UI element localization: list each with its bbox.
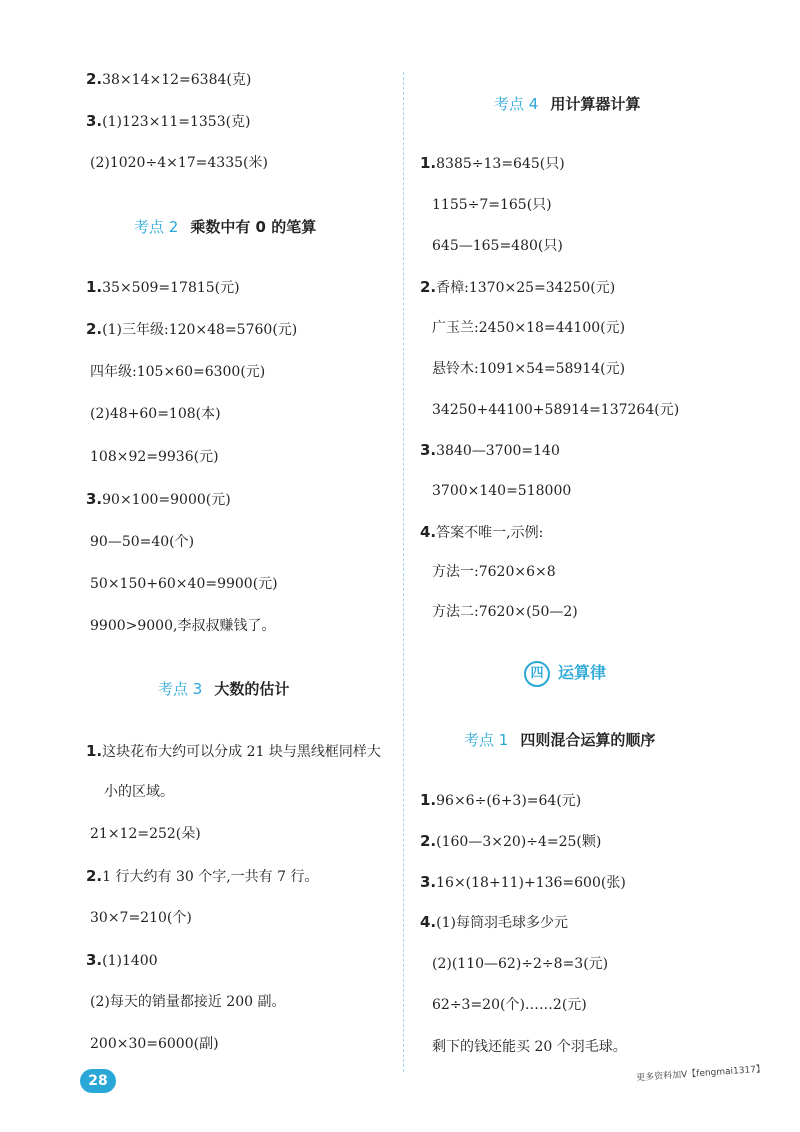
answer-line: 50×150+60×40=9900(元) (90, 576, 278, 592)
section-heading: 考点 3 大数的估计 (158, 680, 290, 698)
answer-line: 1155÷7=165(只) (432, 197, 552, 213)
answer-line: 2.(160—3×20)÷4=25(颗) (420, 832, 602, 850)
unit-heading (524, 660, 606, 688)
page-number: 28 (80, 1069, 116, 1093)
answer-line: 3.(1)1400 (86, 951, 158, 969)
answer-line: 4.答案不唯一,示例: (420, 523, 544, 541)
answer-line: 方法二:7620×(50—2) (432, 604, 578, 620)
answer-line: (2)(110—62)÷2÷8=3(元) (432, 956, 609, 972)
answer-line: 3.(1)123×11=1353(克) (86, 112, 251, 130)
answer-line: 1.96×6÷(6+3)=64(元) (420, 791, 582, 809)
answer-line: 62÷3=20(个)……2(元) (432, 997, 587, 1013)
answer-line: 9900>9000,李叔叔赚钱了。 (90, 618, 276, 634)
column-divider (403, 72, 404, 1072)
watermark: 更多资料加V【fengmai1317】 (635, 1064, 766, 1084)
answer-line: 30×7=210(个) (90, 910, 192, 926)
answer-line: 四年级:105×60=6300(元) (90, 364, 266, 380)
answer-line: 200×30=6000(副) (90, 1036, 219, 1052)
answer-line: 2.38×14×12=6384(克) (86, 70, 252, 88)
answer-line: 广玉兰:2450×18=44100(元) (432, 320, 626, 336)
answer-line: 小的区域。 (104, 784, 174, 800)
unit-badge: 四 (524, 661, 550, 687)
section-heading: 考点 2 乘数中有 0 的笔算 (134, 218, 317, 236)
unit-title: 运算律 (558, 663, 607, 682)
answer-line: 2.1 行大约有 30 个字,一共有 7 行。 (86, 867, 319, 885)
answer-line: 645—165=480(只) (432, 238, 563, 254)
answer-line: 3.3840—3700=140 (420, 441, 560, 459)
answer-line: 4.(1)每筒羽毛球多少元 (420, 913, 568, 931)
answer-line: 悬铃木:1091×54=58914(元) (432, 361, 626, 377)
answer-line: 2.(1)三年级:120×48=5760(元) (86, 320, 298, 338)
answer-line: (2)48+60=108(本) (90, 406, 221, 422)
answer-line: 1.8385÷13=645(只) (420, 154, 565, 172)
answer-line: 34250+44100+58914=137264(元) (432, 402, 680, 418)
section-heading: 考点 1 四则混合运算的顺序 (464, 731, 656, 749)
answer-line: 3.90×100=9000(元) (86, 490, 231, 508)
answer-line: (2)每天的销量都接近 200 副。 (90, 994, 286, 1010)
answer-line: 90—50=40(个) (90, 534, 195, 550)
answer-line: 3700×140=518000 (432, 483, 572, 499)
answer-line: 108×92=9936(元) (90, 449, 219, 465)
answer-line: 3.16×(18+11)+136=600(张) (420, 873, 626, 891)
answer-line: 21×12=252(朵) (90, 826, 201, 842)
answer-line: 剩下的钱还能买 20 个羽毛球。 (432, 1039, 627, 1055)
section-heading: 考点 4 用计算器计算 (494, 95, 641, 113)
answer-line: 方法一:7620×6×8 (432, 564, 556, 580)
answer-line: 1.35×509=17815(元) (86, 278, 240, 296)
answer-line: 2.香樟:1370×25=34250(元) (420, 278, 616, 296)
answer-line: 1.这块花布大约可以分成 21 块与黑线框同样大 (86, 742, 381, 760)
answer-line: (2)1020÷4×17=4335(米) (90, 155, 268, 171)
